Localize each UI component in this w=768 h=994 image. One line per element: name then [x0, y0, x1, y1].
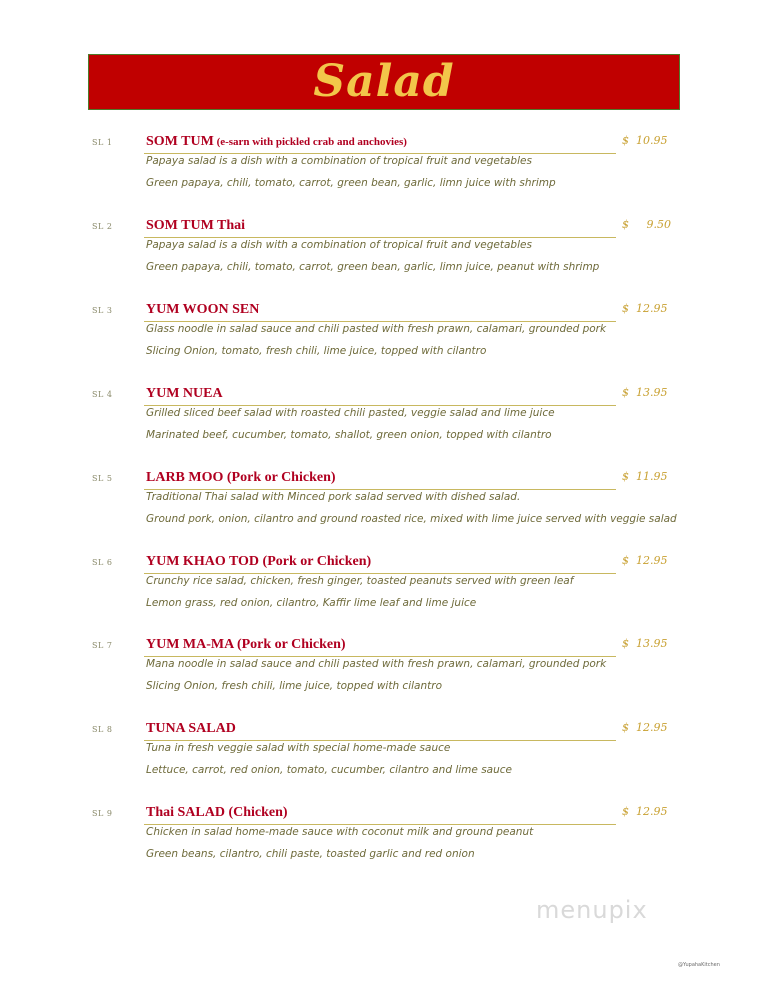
item-divider	[144, 153, 616, 154]
item-code: SL 9	[92, 809, 113, 818]
item-divider	[144, 824, 616, 825]
item-name: TUNA SALAD	[146, 721, 236, 736]
item-divider	[144, 656, 616, 657]
item-ingredients: Green papaya, chili, tomato, carrot, green bean, garlic, limn juice with shrimp	[146, 177, 556, 189]
item-divider	[144, 237, 616, 238]
item-name: SOM TUM (e-sarn with pickled crab and anchovies)	[146, 134, 407, 149]
menu-item	[0, 721, 768, 791]
item-divider	[144, 489, 616, 490]
item-description: Grilled sliced beef salad with roasted chili pasted, veggie salad and lime juice	[146, 407, 555, 419]
item-price: $ 13.95	[622, 637, 668, 650]
menu-item	[0, 637, 768, 707]
item-price: $ 12.95	[622, 721, 668, 734]
menu-item	[0, 470, 768, 540]
item-name: YUM MA-MA (Pork or Chicken)	[146, 637, 346, 652]
item-ingredients: Lemon grass, red onion, cilantro, Kaffir lime leaf and lime juice	[146, 597, 477, 609]
item-description: Mana noodle in salad sauce and chili pasted with fresh prawn, calamari, grounded pork	[146, 658, 607, 670]
item-code: SL 5	[92, 474, 113, 483]
item-name: YUM NUEA	[146, 386, 223, 401]
item-ingredients: Green papaya, chili, tomato, carrot, green bean, garlic, limn juice, peanut with shrimp	[146, 261, 600, 273]
item-price: $ 13.95	[622, 386, 668, 399]
title-banner	[88, 54, 680, 110]
item-price: $ 12.95	[622, 805, 668, 818]
item-ingredients: Marinated beef, cucumber, tomato, shallot, green onion, topped with cilantro	[146, 429, 552, 441]
item-code: SL 1	[92, 138, 113, 147]
item-description: Papaya salad is a dish with a combination of tropical fruit and vegetables	[146, 239, 532, 251]
item-description: Traditional Thai salad with Minced pork salad served with dished salad.	[146, 491, 521, 503]
item-code: SL 7	[92, 641, 113, 650]
item-price: $ 10.95	[622, 134, 668, 147]
item-description: Glass noodle in salad sauce and chili pasted with fresh prawn, calamari, grounded pork	[146, 323, 607, 335]
menu-item	[0, 805, 768, 875]
item-ingredients: Slicing Onion, tomato, fresh chili, lime juice, topped with cilantro	[146, 345, 487, 357]
item-code: SL 6	[92, 558, 113, 567]
item-divider	[144, 740, 616, 741]
item-name: YUM WOON SEN	[146, 302, 260, 317]
menu-item	[0, 554, 768, 624]
item-ingredients: Green beans, cilantro, chili paste, toasted garlic and red onion	[146, 848, 475, 860]
item-divider	[144, 321, 616, 322]
item-ingredients: Ground pork, onion, cilantro and ground roasted rice, mixed with lime juice served with veggie salad	[146, 513, 677, 525]
item-description: Papaya salad is a dish with a combination of tropical fruit and vegetables	[146, 155, 532, 167]
item-description: Tuna in fresh veggie salad with special home-made sauce	[146, 742, 451, 754]
watermark: menupix	[536, 896, 648, 924]
item-ingredients: Lettuce, carrot, red onion, tomato, cucumber, cilantro and lime sauce	[146, 764, 512, 776]
menu-item	[0, 302, 768, 372]
page-title: Salad	[313, 56, 455, 107]
menu-item	[0, 134, 768, 204]
item-divider	[144, 573, 616, 574]
item-code: SL 8	[92, 725, 113, 734]
item-code: SL 3	[92, 306, 113, 315]
item-price: $ 9.50	[622, 218, 671, 231]
item-name: YUM KHAO TOD (Pork or Chicken)	[146, 554, 372, 569]
menu-item	[0, 386, 768, 456]
item-price: $ 12.95	[622, 302, 668, 315]
credit-text: @YupahaKitchen	[678, 962, 720, 968]
item-name: Thai SALAD (Chicken)	[146, 805, 288, 820]
item-divider	[144, 405, 616, 406]
item-name: LARB MOO (Pork or Chicken)	[146, 470, 336, 485]
item-price: $ 11.95	[622, 470, 668, 483]
item-ingredients: Slicing Onion, fresh chili, lime juice, topped with cilantro	[146, 680, 442, 692]
item-price: $ 12.95	[622, 554, 668, 567]
item-description: Crunchy rice salad, chicken, fresh ginger, toasted peanuts served with green leaf	[146, 575, 574, 587]
item-code: SL 4	[92, 390, 113, 399]
item-description: Chicken in salad home-made sauce with coconut milk and ground peanut	[146, 826, 534, 838]
menu-item	[0, 218, 768, 288]
item-code: SL 2	[92, 222, 113, 231]
item-name: SOM TUM Thai	[146, 218, 246, 233]
